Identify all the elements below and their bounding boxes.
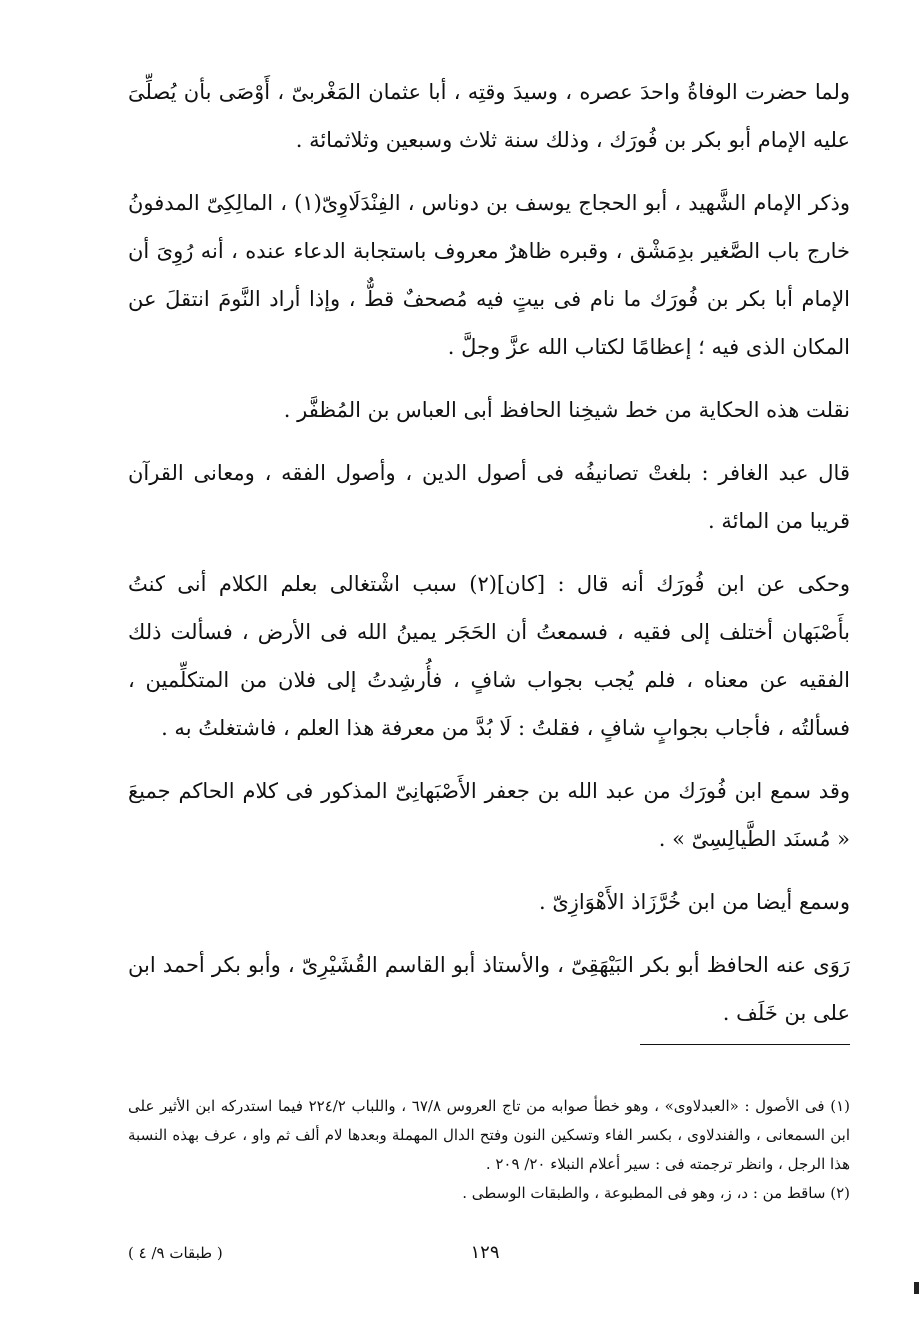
paragraph-transmission-note: نقلت هذه الحكاية من خط شيخِنا الحافظ أبى العباس بن المُظفَّر . xyxy=(283,398,850,422)
paragraph-ibn-furak-story: وحكى عن ابن فُورَك أنه قال : [كان](٢) سبب اشْتغالى بعلم الكلام أنى كنتُ بأَصْبَهان أختلف إلى فقيه ، فسمعتُ أن الحَجَر يمينُ الله فى الأرض ، فسألت ذلك الفقيه عن معناه ، فلم يُجب بجواب شافٍ ، فأُرشِدتُ إلى فلان من المتكلِّمين ، فسألتُه ، فأجاب بجوابٍ شافٍ ، فقلتُ : لَا بُدَّ من معرفة هذا العلم ، فاشتغلتُ به . xyxy=(128,572,850,740)
main-text xyxy=(128,68,850,1052)
footnote-1: (١) فى الأصول : «العبدلاوى» ، وهو خطأ صوابه من تاج العروس ٦٧/٨ ، واللباب ٢٢٤/٢ فيما استدركه ابن الأثير على ابن السمعانى ، والفندلاوى ، بكسر الفاء وتسكين النون وفتح الدال المهملة وبعدها لام ألف ثم واو ، عرف بهذه النسبة هذا الرجل ، وانظر ترجمته فى : سير أعلام النبلاء ٢٠/ ٢٠٩ . xyxy=(128,1097,850,1173)
paragraph-heard-from-ahwazi: وسمع أيضا من ابن خُرَّزَاذ الأَهْوَازِىّ . xyxy=(538,890,850,914)
page-number: ١٢٩ xyxy=(470,1242,500,1263)
paragraph-abd-al-ghafir: قال عبد الغافر : بلغتْ تصانيفُه فى أصول الدين ، وأصول الفقه ، ومعانى القرآن قريبا من المائة . xyxy=(128,461,850,533)
footnote-separator xyxy=(640,1044,850,1045)
scan-speck xyxy=(914,1282,919,1294)
footnote-2: (٢) ساقط من : د، ز، وهو فى المطبوعة ، والطبقات الوسطى . xyxy=(462,1184,850,1202)
paragraph-heard-from-isbahani: وقد سمع ابن فُورَك من عبد الله بن جعفر الأَصْبَهانِىّ المذكور فى كلام الحاكم جميعَ « مُسنَد الطَّيالِسِىّ » . xyxy=(128,779,850,851)
footnotes xyxy=(128,1092,850,1208)
paragraph-death-of-maghribi: ولما حضرت الوفاةُ واحدَ عصره ، وسيدَ وقتِه ، أبا عثمان المَغْربىّ ، أَوْصَى بأن يُصلِّىَ عليه الإمام أبو بكر بن فُورَك ، وذلك سنة ثلاث وسبعين وثلاثمائة . xyxy=(128,80,850,152)
paragraph-fandalawi-account: وذكر الإمام الشَّهيد ، أبو الحجاج يوسف بن دوناس ، الفِنْدَلَاوِىّ(١) ، المالِكِىّ المدفونُ خارج باب الصَّغير بدِمَشْق ، وقبره ظاهرٌ معروف باستجابة الدعاء عنده ، أنه رُوِىَ أن الإمام أبا بكر بن فُورَك ما نام فى بيتٍ فيه مُصحفٌ قطٌّ ، وإذا أراد النَّومَ انتقلَ عن المكان الذى فيه ؛ إعظامًا لكتاب الله عزَّ وجلَّ . xyxy=(128,191,851,359)
paragraph-narrators: رَوَى عنه الحافظ أبو بكر البَيْهَقِىّ ، والأستاذ أبو القاسم القُشَيْرِىّ ، وأبو بكر أحمد ابن على بن خَلَف . xyxy=(128,953,850,1025)
signature-mark: ( طبقات ٩/ ٤ ) xyxy=(128,1244,223,1262)
